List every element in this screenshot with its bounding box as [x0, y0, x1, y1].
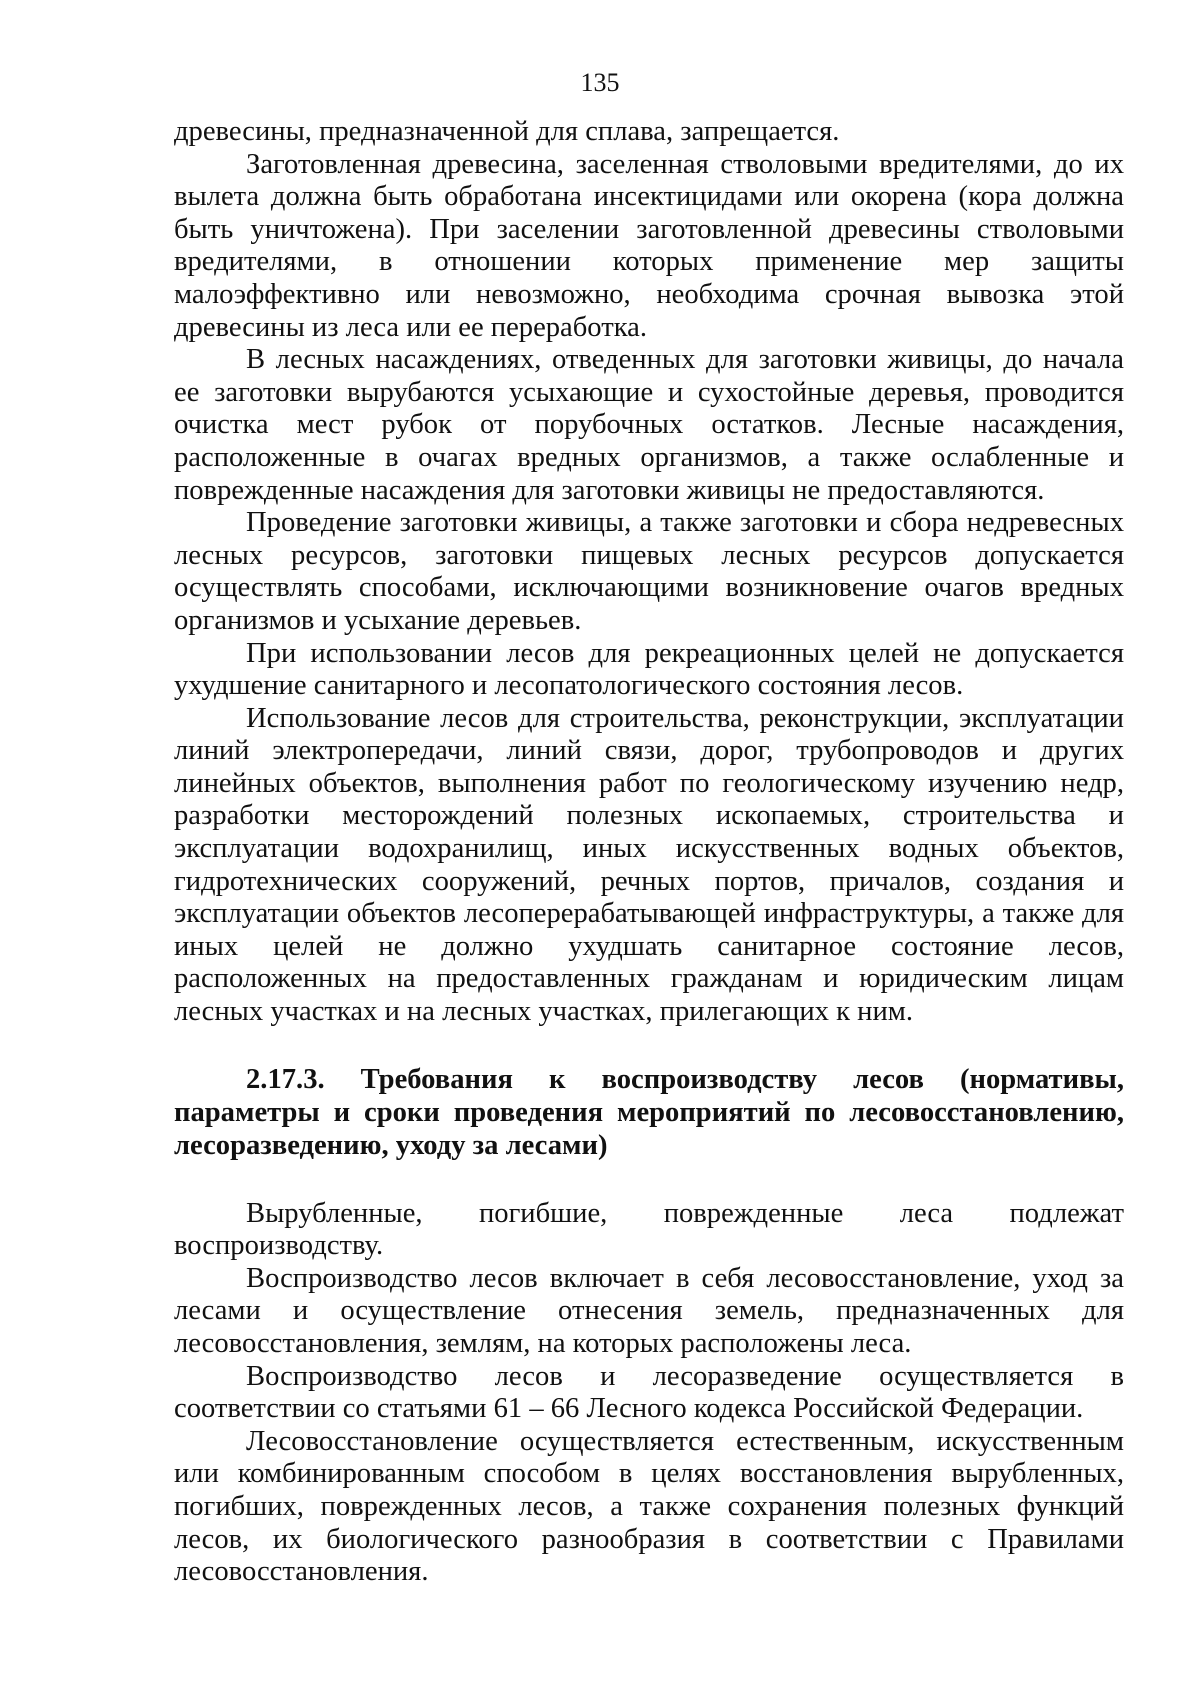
paragraph: Заготовленная древесина, заселенная стволовыми вредителями, до их вылета должна быть обработана инсектицидами или окорена (кора должна быть уничтожена). При заселении заготовленной древесины стволовыми вредителями, в отношении которых применение мер защиты малоэффективно или невозможно, необходима срочная вывозка этой древесины из леса или ее переработка.: [174, 148, 1124, 343]
paragraph: Воспроизводство лесов и лесоразведение осуществляется в соответствии со статьями 61 – 66 Лесного кодекса Российской Федерации.: [174, 1360, 1124, 1425]
section-body: [174, 1198, 1124, 1589]
paragraph: Лесовосстановление осуществляется естественным, искусственным или комбинированным способом в целях восстановления вырубленных, погибших, поврежденных лесов, а также сохранения полезных функций лесов, их биологического разнообразия в соответствии с Правилами лесовосстановления.: [174, 1425, 1124, 1588]
section-heading: 2.17.3. Требования к воспроизводству лесов (нормативы, параметры и сроки проведения мероприятий по лесовосстановлению, лесоразведению, уходу за лесами): [174, 1063, 1124, 1161]
paragraph: В лесных насаждениях, отведенных для заготовки живицы, до начала ее заготовки вырубаются усыхающие и сухостойные деревья, проводится очистка мест рубок от порубочных остатков. Лесные насаждения, расположенные в очагах вредных организмов, а также ослабленные и поврежденные насаждения для заготовки живицы не предоставляются.: [174, 344, 1124, 506]
paragraph: Вырубленные, погибшие, поврежденные леса подлежат воспроизводству.: [174, 1197, 1124, 1262]
paragraph: Проведение заготовки живицы, а также заготовки и сбора недревесных лесных ресурсов, заготовки пищевых лесных ресурсов допускается осуществлять способами, исключающими возникновение очагов вредных организмов и усыхание деревьев.: [174, 507, 1124, 636]
paragraph: При использовании лесов для рекреационных целей не допускается ухудшение санитарного и лесопатологического состояния лесов.: [174, 637, 1124, 702]
paragraph: Воспроизводство лесов включает в себя лесовосстановление, уход за лесами и осуществление отнесения земель, предназначенных для лесовосстановления, землям, на которых расположены леса.: [174, 1262, 1124, 1359]
page-content: [174, 116, 1124, 1589]
paragraph: Использование лесов для строительства, реконструкции, эксплуатации линий электропередачи, линий связи, дорог, трубопроводов и других линейных объектов, выполнения работ по геологическому изучению недр, разработки месторождений полезных ископаемых, строительства и эксплуатации водохранилищ, иных искусственных водных объектов, гидротехнических сооружений, речных портов, причалов, создания и эксплуатации объектов лесоперерабатывающей инфраструктуры, а также для иных целей не должно ухудшать санитарное состояние лесов, расположенных на предоставленных гражданам и юридическим лицам лесных участках и на лесных участках, прилегающих к ним.: [174, 702, 1124, 1028]
paragraph: древесины, предназначенной для сплава, запрещается.: [174, 116, 840, 147]
page-number: 135: [580, 68, 620, 97]
